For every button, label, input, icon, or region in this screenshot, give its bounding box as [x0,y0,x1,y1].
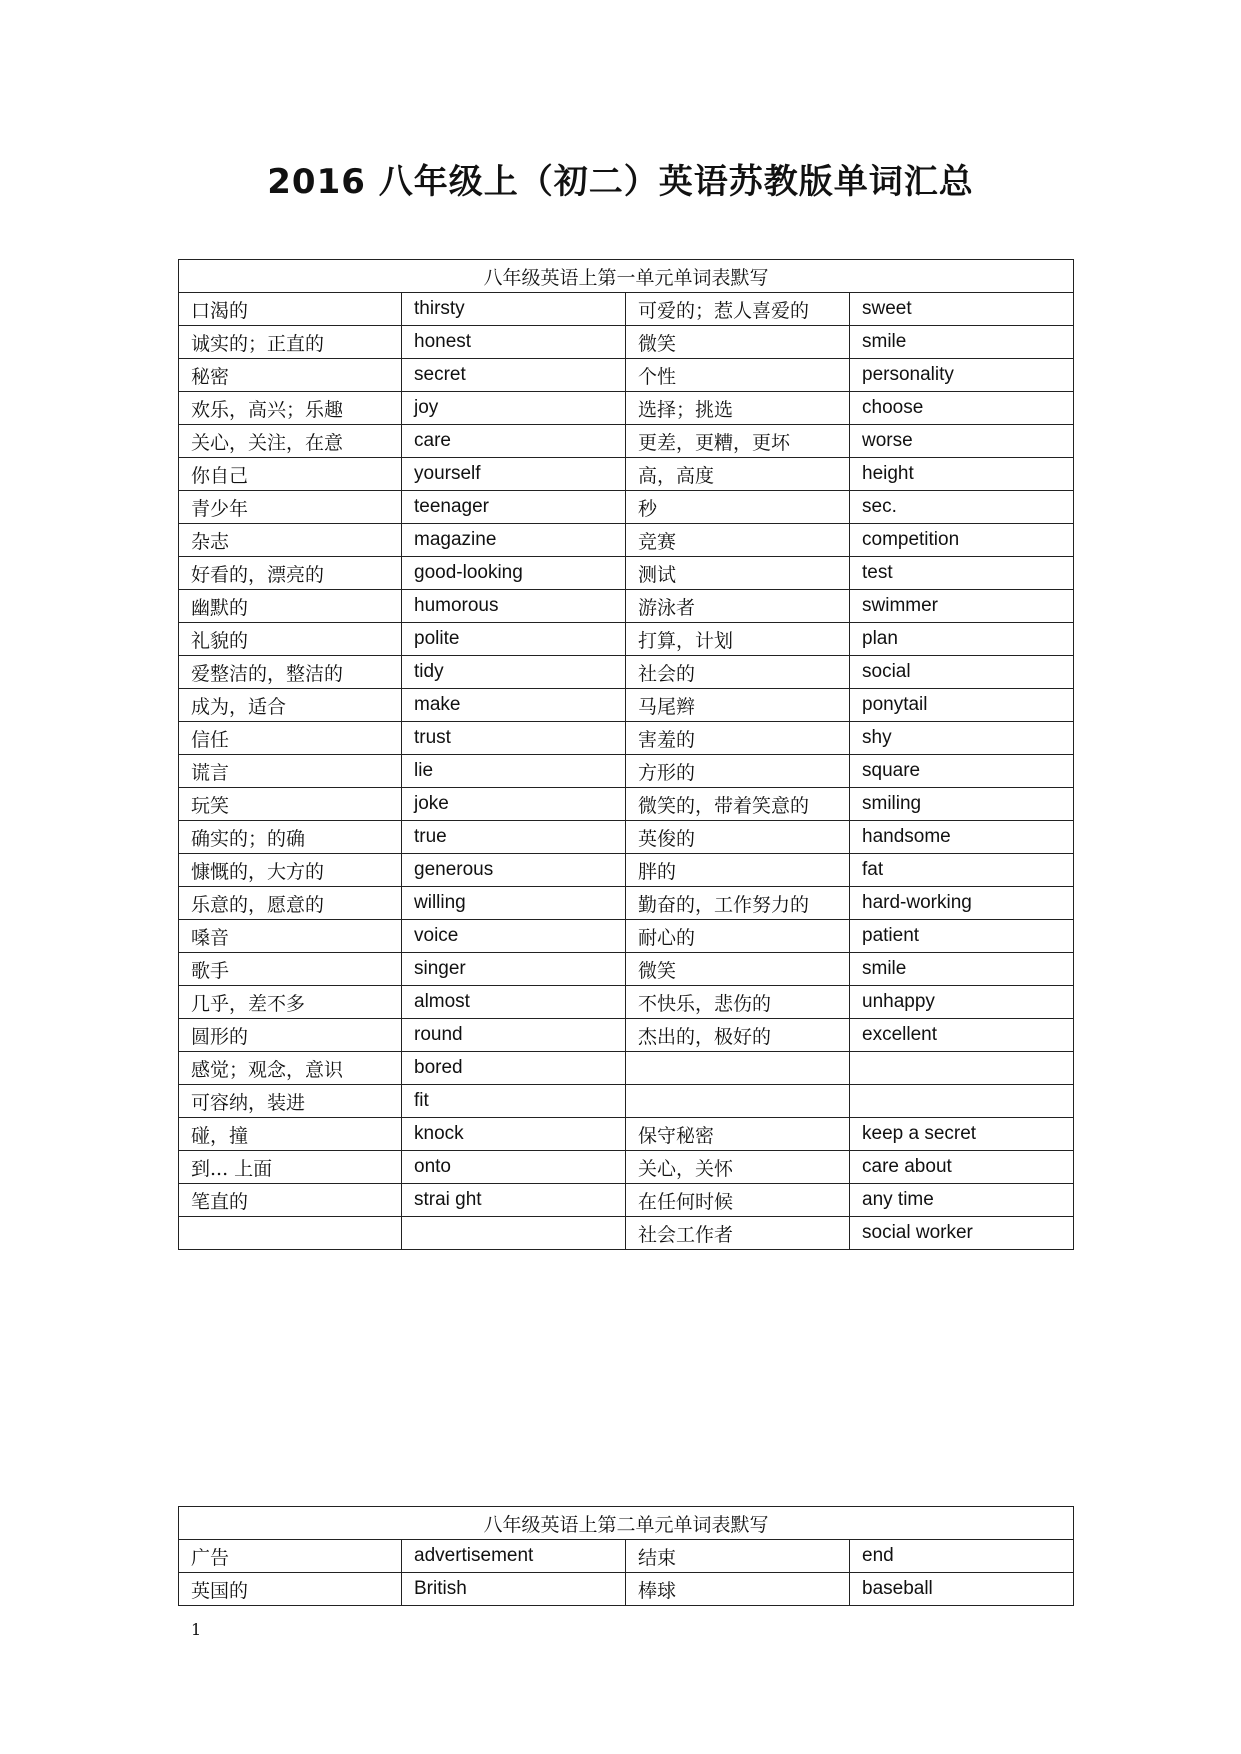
table-row [179,854,1074,887]
table-row [179,425,1074,458]
chinese-meaning-cell: 可爱的；惹人喜爱的 [626,293,850,326]
english-word-cell: competition [850,524,1074,557]
unit1-caption: 八年级英语上第一单元单词表默写 [179,260,1074,293]
chinese-meaning-cell: 你自己 [179,458,402,491]
english-word-cell: true [402,821,626,854]
chinese-meaning-cell: 在任何时候 [626,1184,850,1217]
english-word-cell: end [850,1540,1074,1573]
english-word-cell: smile [850,326,1074,359]
chinese-meaning-cell: 高，高度 [626,458,850,491]
table-caption-row [179,1507,1074,1540]
chinese-meaning-cell: 个性 [626,359,850,392]
table-row [179,1217,1074,1250]
chinese-meaning-cell: 乐意的，愿意的 [179,887,402,920]
chinese-meaning-cell: 笔直的 [179,1184,402,1217]
english-word-cell: choose [850,392,1074,425]
table-row [179,656,1074,689]
chinese-meaning-cell: 到... 上面 [179,1151,402,1184]
chinese-meaning-cell: 马尾辫 [626,689,850,722]
english-word-cell: unhappy [850,986,1074,1019]
chinese-meaning-cell: 测试 [626,557,850,590]
english-word-cell: willing [402,887,626,920]
english-word-cell: thirsty [402,293,626,326]
table-row [179,623,1074,656]
english-word-cell: joy [402,392,626,425]
table-row [179,1573,1074,1606]
english-word-cell: British [402,1573,626,1606]
table-row [179,689,1074,722]
english-word-cell: good-looking [402,557,626,590]
english-word-cell: personality [850,359,1074,392]
chinese-meaning-cell: 慷慨的，大方的 [179,854,402,887]
chinese-meaning-cell: 胖的 [626,854,850,887]
english-word-cell: test [850,557,1074,590]
chinese-meaning-cell: 好看的，漂亮的 [179,557,402,590]
chinese-meaning-cell: 爱整洁的，整洁的 [179,656,402,689]
english-word-cell: voice [402,920,626,953]
chinese-meaning-cell: 诚实的；正直的 [179,326,402,359]
chinese-meaning-cell: 成为，适合 [179,689,402,722]
english-word-cell: keep a secret [850,1118,1074,1151]
english-word-cell: square [850,755,1074,788]
chinese-meaning-cell: 棒球 [626,1573,850,1606]
table-row [179,887,1074,920]
chinese-meaning-cell: 圆形的 [179,1019,402,1052]
chinese-meaning-cell: 耐心的 [626,920,850,953]
chinese-meaning-cell: 口渴的 [179,293,402,326]
chinese-meaning-cell: 微笑 [626,326,850,359]
table-row [179,392,1074,425]
table-row [179,1151,1074,1184]
english-word-cell: honest [402,326,626,359]
english-word-cell: magazine [402,524,626,557]
english-word-cell: hard-working [850,887,1074,920]
english-word-cell: handsome [850,821,1074,854]
english-word-cell: smile [850,953,1074,986]
english-word-cell: smiling [850,788,1074,821]
page-number: 1 [191,1620,202,1639]
table-row [179,821,1074,854]
english-word-cell: any time [850,1184,1074,1217]
english-word-cell: round [402,1019,626,1052]
english-word-cell: humorous [402,590,626,623]
chinese-meaning-cell: 谎言 [179,755,402,788]
chinese-meaning-cell: 嗓音 [179,920,402,953]
chinese-meaning-cell: 信任 [179,722,402,755]
chinese-meaning-cell: 社会的 [626,656,850,689]
english-word-cell: knock [402,1118,626,1151]
table-row [179,1019,1074,1052]
english-word-cell: care about [850,1151,1074,1184]
english-word-cell: shy [850,722,1074,755]
english-word-cell: joke [402,788,626,821]
english-word-cell: almost [402,986,626,1019]
chinese-meaning-cell: 保守秘密 [626,1118,850,1151]
chinese-meaning-cell: 确实的；的确 [179,821,402,854]
chinese-meaning-cell: 杰出的，极好的 [626,1019,850,1052]
chinese-meaning-cell: 社会工作者 [626,1217,850,1250]
chinese-meaning-cell: 竞赛 [626,524,850,557]
english-word-cell: singer [402,953,626,986]
table-row [179,491,1074,524]
table-row [179,359,1074,392]
chinese-meaning-cell: 幽默的 [179,590,402,623]
table-row [179,524,1074,557]
chinese-meaning-cell: 微笑 [626,953,850,986]
english-word-cell: advertisement [402,1540,626,1573]
english-word-cell: make [402,689,626,722]
table-row [179,1085,1074,1118]
chinese-meaning-cell: 碰，撞 [179,1118,402,1151]
chinese-meaning-cell: 更差，更糟，更坏 [626,425,850,458]
chinese-meaning-cell: 玩笑 [179,788,402,821]
table-row [179,557,1074,590]
table-row [179,920,1074,953]
unit2-caption: 八年级英语上第二单元单词表默写 [179,1507,1074,1540]
english-word-cell: swimmer [850,590,1074,623]
english-word-cell: ponytail [850,689,1074,722]
english-word-cell: teenager [402,491,626,524]
table-row [179,458,1074,491]
english-word-cell: tidy [402,656,626,689]
english-word-cell: sec. [850,491,1074,524]
chinese-meaning-cell: 微笑的，带着笑意的 [626,788,850,821]
chinese-meaning-cell: 秘密 [179,359,402,392]
table-row [179,1052,1074,1085]
table-row [179,326,1074,359]
chinese-meaning-cell: 打算，计划 [626,623,850,656]
chinese-meaning-cell: 感觉；观念，意识 [179,1052,402,1085]
english-word-cell: onto [402,1151,626,1184]
chinese-meaning-cell: 害羞的 [626,722,850,755]
chinese-meaning-cell: 关心，关怀 [626,1151,850,1184]
english-word-cell: yourself [402,458,626,491]
english-word-cell: secret [402,359,626,392]
chinese-meaning-cell [179,1217,402,1250]
english-word-cell [850,1052,1074,1085]
english-word-cell: social worker [850,1217,1074,1250]
chinese-meaning-cell: 结束 [626,1540,850,1573]
chinese-meaning-cell [626,1052,850,1085]
chinese-meaning-cell: 广告 [179,1540,402,1573]
chinese-meaning-cell: 秒 [626,491,850,524]
table-caption-row [179,260,1074,293]
table-row [179,293,1074,326]
english-word-cell: baseball [850,1573,1074,1606]
english-word-cell: sweet [850,293,1074,326]
chinese-meaning-cell: 英国的 [179,1573,402,1606]
chinese-meaning-cell: 勤奋的，工作努力的 [626,887,850,920]
english-word-cell: strai ght [402,1184,626,1217]
chinese-meaning-cell: 歌手 [179,953,402,986]
english-word-cell: polite [402,623,626,656]
english-word-cell: excellent [850,1019,1074,1052]
table-row [179,1540,1074,1573]
chinese-meaning-cell: 方形的 [626,755,850,788]
chinese-meaning-cell: 可容纳，装进 [179,1085,402,1118]
english-word-cell [402,1217,626,1250]
chinese-meaning-cell: 欢乐，高兴；乐趣 [179,392,402,425]
chinese-meaning-cell: 杂志 [179,524,402,557]
page-title: 2016 八年级上（初二）英语苏教版单词汇总 [267,162,974,202]
chinese-meaning-cell: 礼貌的 [179,623,402,656]
unit1-vocab-table [178,259,1074,1250]
english-word-cell: lie [402,755,626,788]
table-row [179,953,1074,986]
chinese-meaning-cell: 青少年 [179,491,402,524]
chinese-meaning-cell: 英俊的 [626,821,850,854]
english-word-cell: bored [402,1052,626,1085]
english-word-cell [850,1085,1074,1118]
english-word-cell: generous [402,854,626,887]
english-word-cell: care [402,425,626,458]
table-row [179,1118,1074,1151]
table-row [179,986,1074,1019]
english-word-cell: social [850,656,1074,689]
english-word-cell: trust [402,722,626,755]
english-word-cell: height [850,458,1074,491]
table-row [179,788,1074,821]
english-word-cell: patient [850,920,1074,953]
table-row [179,1184,1074,1217]
english-word-cell: worse [850,425,1074,458]
table-row [179,755,1074,788]
table-row [179,722,1074,755]
chinese-meaning-cell: 不快乐，悲伤的 [626,986,850,1019]
english-word-cell: plan [850,623,1074,656]
english-word-cell: fat [850,854,1074,887]
unit2-vocab-table [178,1506,1074,1606]
chinese-meaning-cell: 几乎，差不多 [179,986,402,1019]
chinese-meaning-cell: 关心，关注，在意 [179,425,402,458]
table-row [179,590,1074,623]
chinese-meaning-cell: 游泳者 [626,590,850,623]
chinese-meaning-cell [626,1085,850,1118]
english-word-cell: fit [402,1085,626,1118]
chinese-meaning-cell: 选择；挑选 [626,392,850,425]
